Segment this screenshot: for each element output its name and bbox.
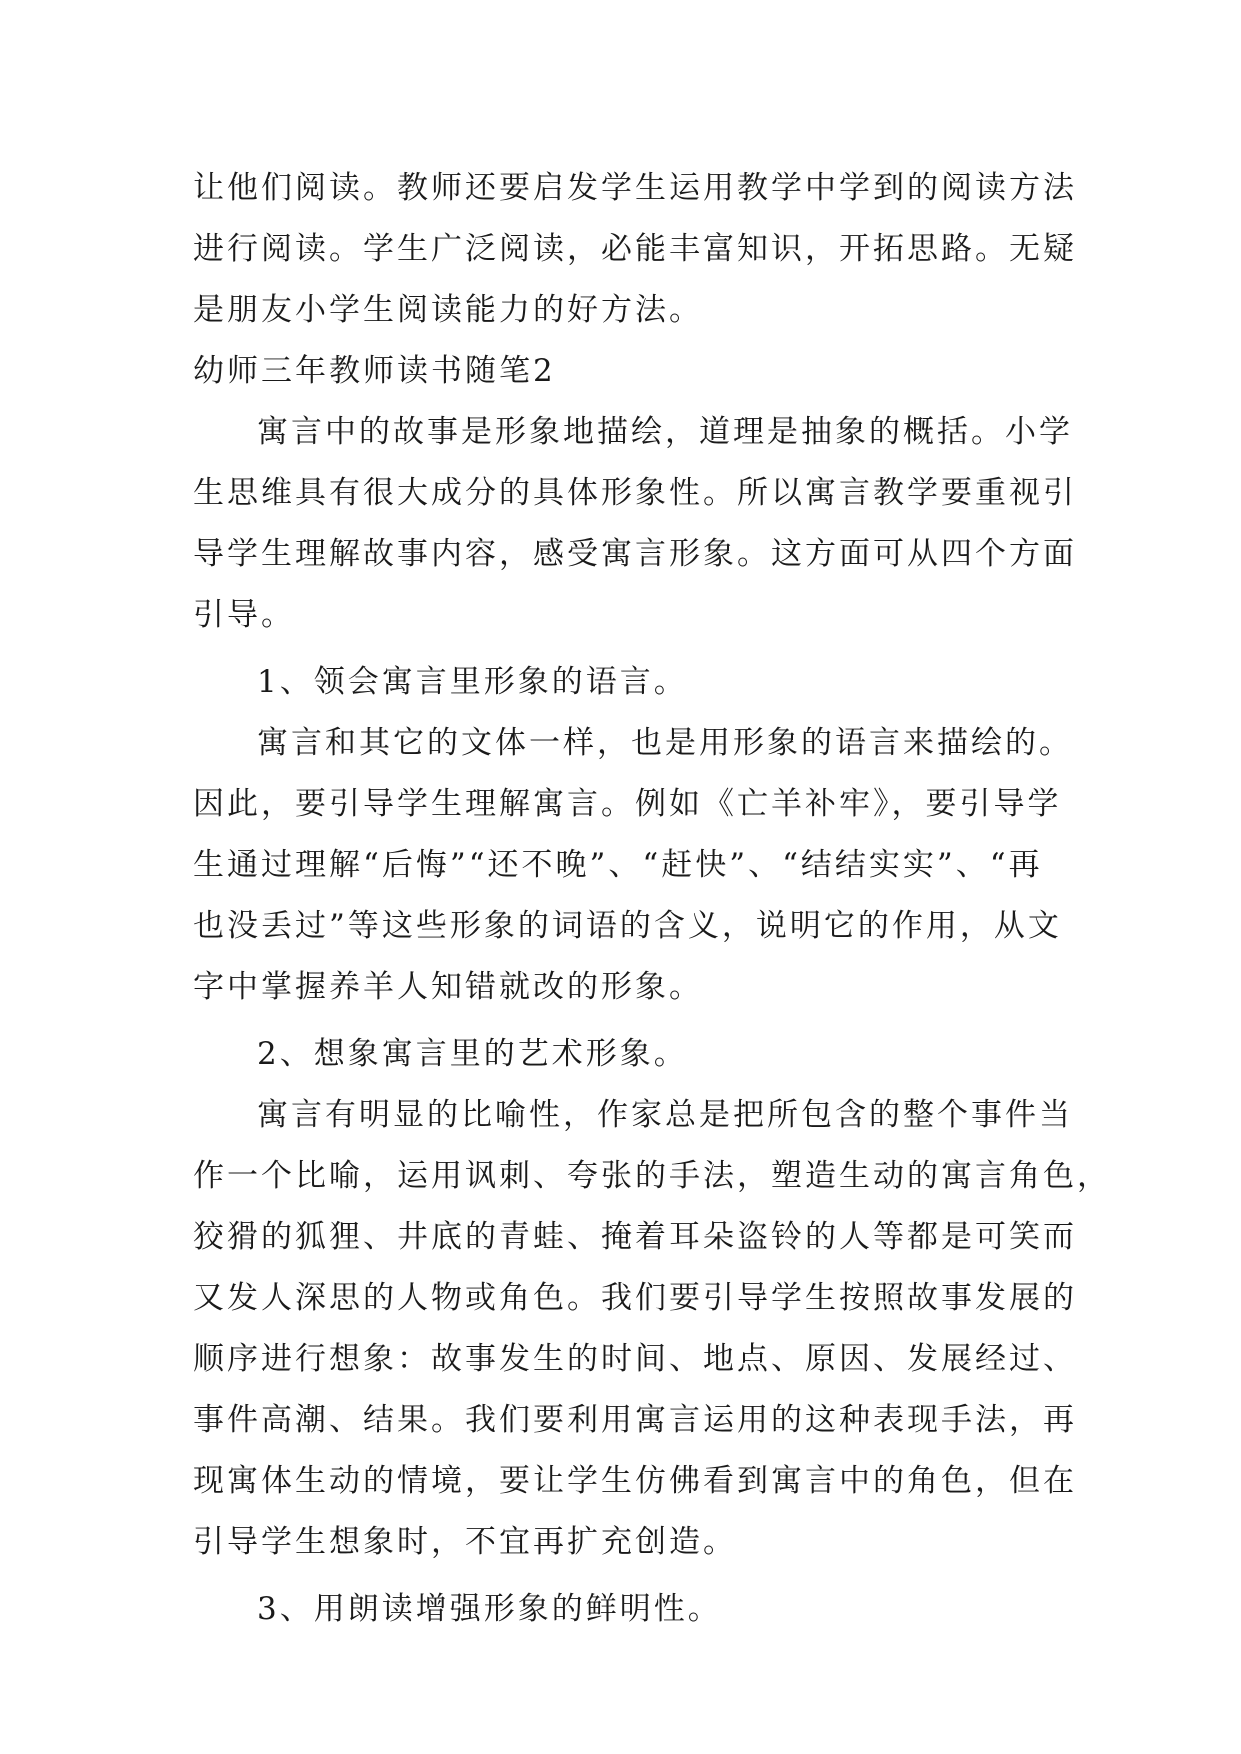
body-text bbox=[193, 158, 1111, 1640]
paragraph-line: 作一个比喻，运用讽刺、夸张的手法，塑造生动的寓言角色， bbox=[193, 1158, 1111, 1194]
paragraph-line: 导学生理解故事内容，感受寓言形象。这方面可从四个方面 bbox=[193, 536, 1077, 572]
section-heading: 幼师三年教师读书随笔2 bbox=[193, 353, 556, 389]
paragraph-line: 寓言中的故事是形象地描绘，道理是抽象的概括。小学 bbox=[257, 414, 1073, 450]
paragraph-line: 狡猾的狐狸、井底的青蛙、掩着耳朵盗铃的人等都是可笑而 bbox=[193, 1219, 1077, 1255]
paragraph-line: 事件高潮、结果。我们要利用寓言运用的这种表现手法，再 bbox=[193, 1402, 1077, 1438]
paragraph-line: 寓言有明显的比喻性，作家总是把所包含的整个事件当 bbox=[257, 1097, 1073, 1133]
list-item-heading: 3、用朗读增强形象的鲜明性。 bbox=[257, 1591, 722, 1627]
paragraph-line: 又发人深思的人物或角色。我们要引导学生按照故事发展的 bbox=[193, 1280, 1077, 1316]
paragraph-line: 引导学生想象时，不宜再扩充创造。 bbox=[193, 1524, 737, 1560]
paragraph-line: 生通过理解“后悔”“还不晚”、“赶快”、“结结实实”、“再 bbox=[193, 847, 1043, 883]
paragraph-line: 进行阅读。学生广泛阅读，必能丰富知识，开拓思路。无疑 bbox=[193, 231, 1077, 267]
paragraph-line: 引导。 bbox=[193, 597, 295, 633]
paragraph-line: 顺序进行想象：故事发生的时间、地点、原因、发展经过、 bbox=[193, 1341, 1077, 1377]
paragraph-line: 让他们阅读。教师还要启发学生运用教学中学到的阅读方法 bbox=[193, 170, 1077, 206]
paragraph-line: 也没丢过”等这些形象的词语的含义，说明它的作用，从文 bbox=[193, 908, 1062, 944]
paragraph-line: 是朋友小学生阅读能力的好方法。 bbox=[193, 292, 703, 328]
list-item-heading: 1、领会寓言里形象的语言。 bbox=[257, 664, 688, 700]
paragraph-line: 因此，要引导学生理解寓言。例如《亡羊补牢》，要引导学 bbox=[193, 786, 1062, 822]
list-item-heading: 2、想象寓言里的艺术形象。 bbox=[257, 1036, 688, 1072]
paragraph-line: 寓言和其它的文体一样，也是用形象的语言来描绘的。 bbox=[257, 725, 1073, 761]
paragraph-line: 生思维具有很大成分的具体形象性。所以寓言教学要重视引 bbox=[193, 475, 1077, 511]
paragraph-line: 字中掌握养羊人知错就改的形象。 bbox=[193, 969, 703, 1005]
paragraph-line: 现寓体生动的情境，要让学生仿佛看到寓言中的角色，但在 bbox=[193, 1463, 1077, 1499]
